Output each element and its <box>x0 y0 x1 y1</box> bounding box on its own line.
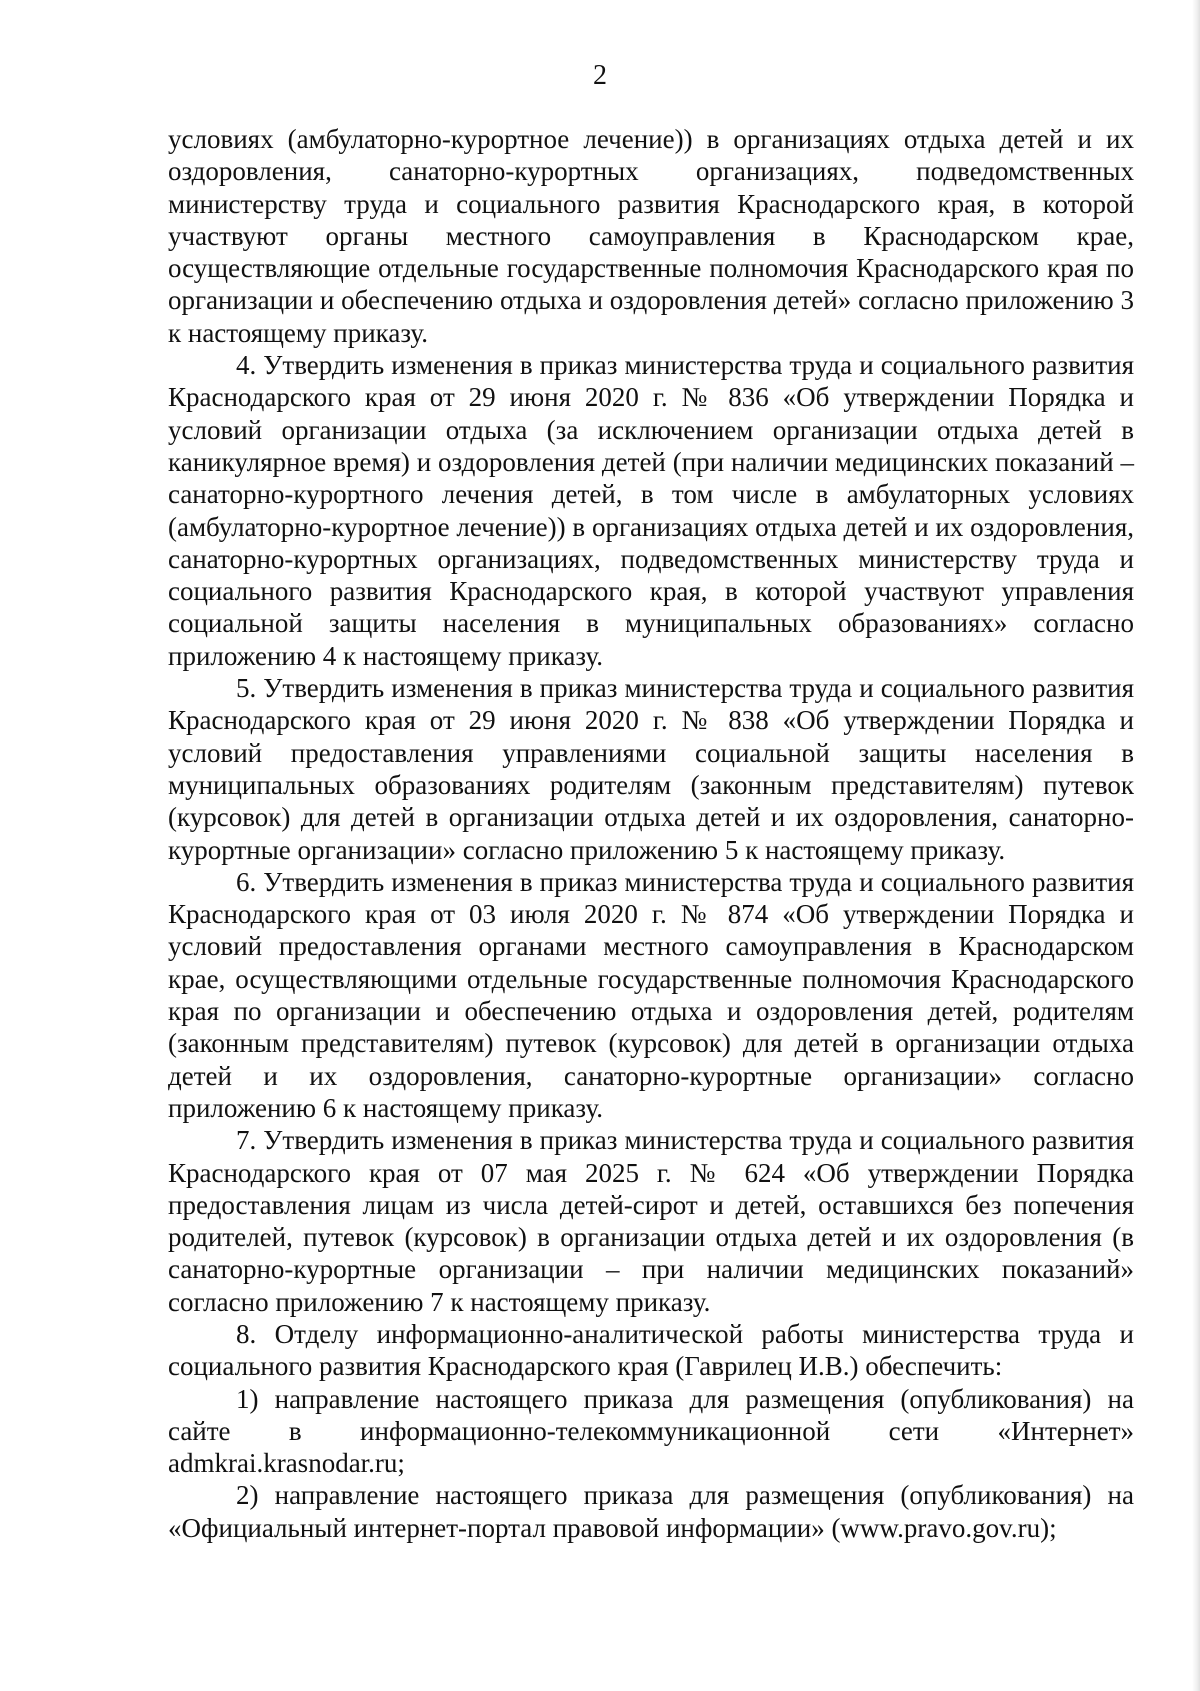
paragraph-item-6: 6. Утвердить изменения в приказ министерства труда и социального развития Краснодарского края от 03 июля 2020 г. № 874 «Об утверждении Порядка и условий предоставления органами местного самоуправления в Краснодарском крае, осуществляющими отдельные государственные полномочия Краснодарского края по организации и обеспечению отдыха и оздоровления детей, родителям (законным представителям) путевок (курсовок) для детей в организации отдыха детей и их оздоровления, санаторно-курортные организации» согласно приложению 6 к настоящему приказу. <box>168 866 1134 1123</box>
paragraph-item-8: 8. Отделу информационно-аналитической работы министерства труда и социального развития Краснодарского края (Гаврилец И.В.) обеспечить: <box>168 1318 1134 1382</box>
paragraph-continuation: условиях (амбулаторно-курортное лечение)) в организациях отдыха детей и их оздоровления, санаторно-курортных организациях, подведомственных министерству труда и социального развития Краснодарского края, в которой участвуют органы местного самоуправления в Краснодарском крае, осуществляющие отдельные государственные полномочия Краснодарского края по организации и обеспечению отдыха и оздоровления детей» согласно приложению 3 к настоящему приказу. <box>168 124 1134 348</box>
paragraph-subitem-2: 2) направление настоящего приказа для размещения (опубликования) на «Официальный интернет-портал правовой информации» (www.pravo.gov.ru); <box>168 1480 1134 1543</box>
paragraph-subitem-1: 1) направление настоящего приказа для размещения (опубликования) на сайте в информационно-телекоммуникационной сети «Интернет» admkrai.krasnodar.ru; <box>168 1383 1134 1479</box>
paragraph-item-7: 7. Утвердить изменения в приказ министерства труда и социального развития Краснодарского края от 07 мая 2025 г. № 624 «Об утверждении Порядка предоставления лицам из числа детей-сирот и детей, оставшихся без попечения родителей, путевок (курсовок) в организации отдыха детей и их оздоровления (в санаторно-курортные организации – при наличии медицинских показаний» согласно приложению 7 к настоящему приказу. <box>168 1125 1134 1317</box>
document-body <box>168 123 1134 1544</box>
scan-edge-shadow <box>1192 0 1200 1691</box>
page-number: 2 <box>593 60 607 91</box>
paragraph-item-4: 4. Утвердить изменения в приказ министерства труда и социального развития Краснодарского края от 29 июня 2020 г. № 836 «Об утверждении Порядка и условий организации отдыха (за исключением организации отдыха детей в каникулярное время) и оздоровления детей (при наличии медицинских показаний – санаторно-курортного лечения детей, в том числе в амбулаторных условиях (амбулаторно-курортное лечение)) в организациях отдыха детей и их оздоровления, санаторно-курортных организациях, подведомственных министерству труда и социального развития Краснодарского края, в которой участвуют управления социальной защиты населения в муниципальных образованиях» согласно приложению 4 к настоящему приказу. <box>168 350 1134 671</box>
paragraph-item-5: 5. Утвердить изменения в приказ министерства труда и социального развития Краснодарского края от 29 июня 2020 г. № 838 «Об утверждении Порядка и условий предоставления управлениями социальной защиты населения в муниципальных образованиях родителям (законным представителям) путевок (курсовок) для детей в организации отдыха детей и их оздоровления, санаторно-курортные организации» согласно приложению 5 к настоящему приказу. <box>168 673 1134 865</box>
